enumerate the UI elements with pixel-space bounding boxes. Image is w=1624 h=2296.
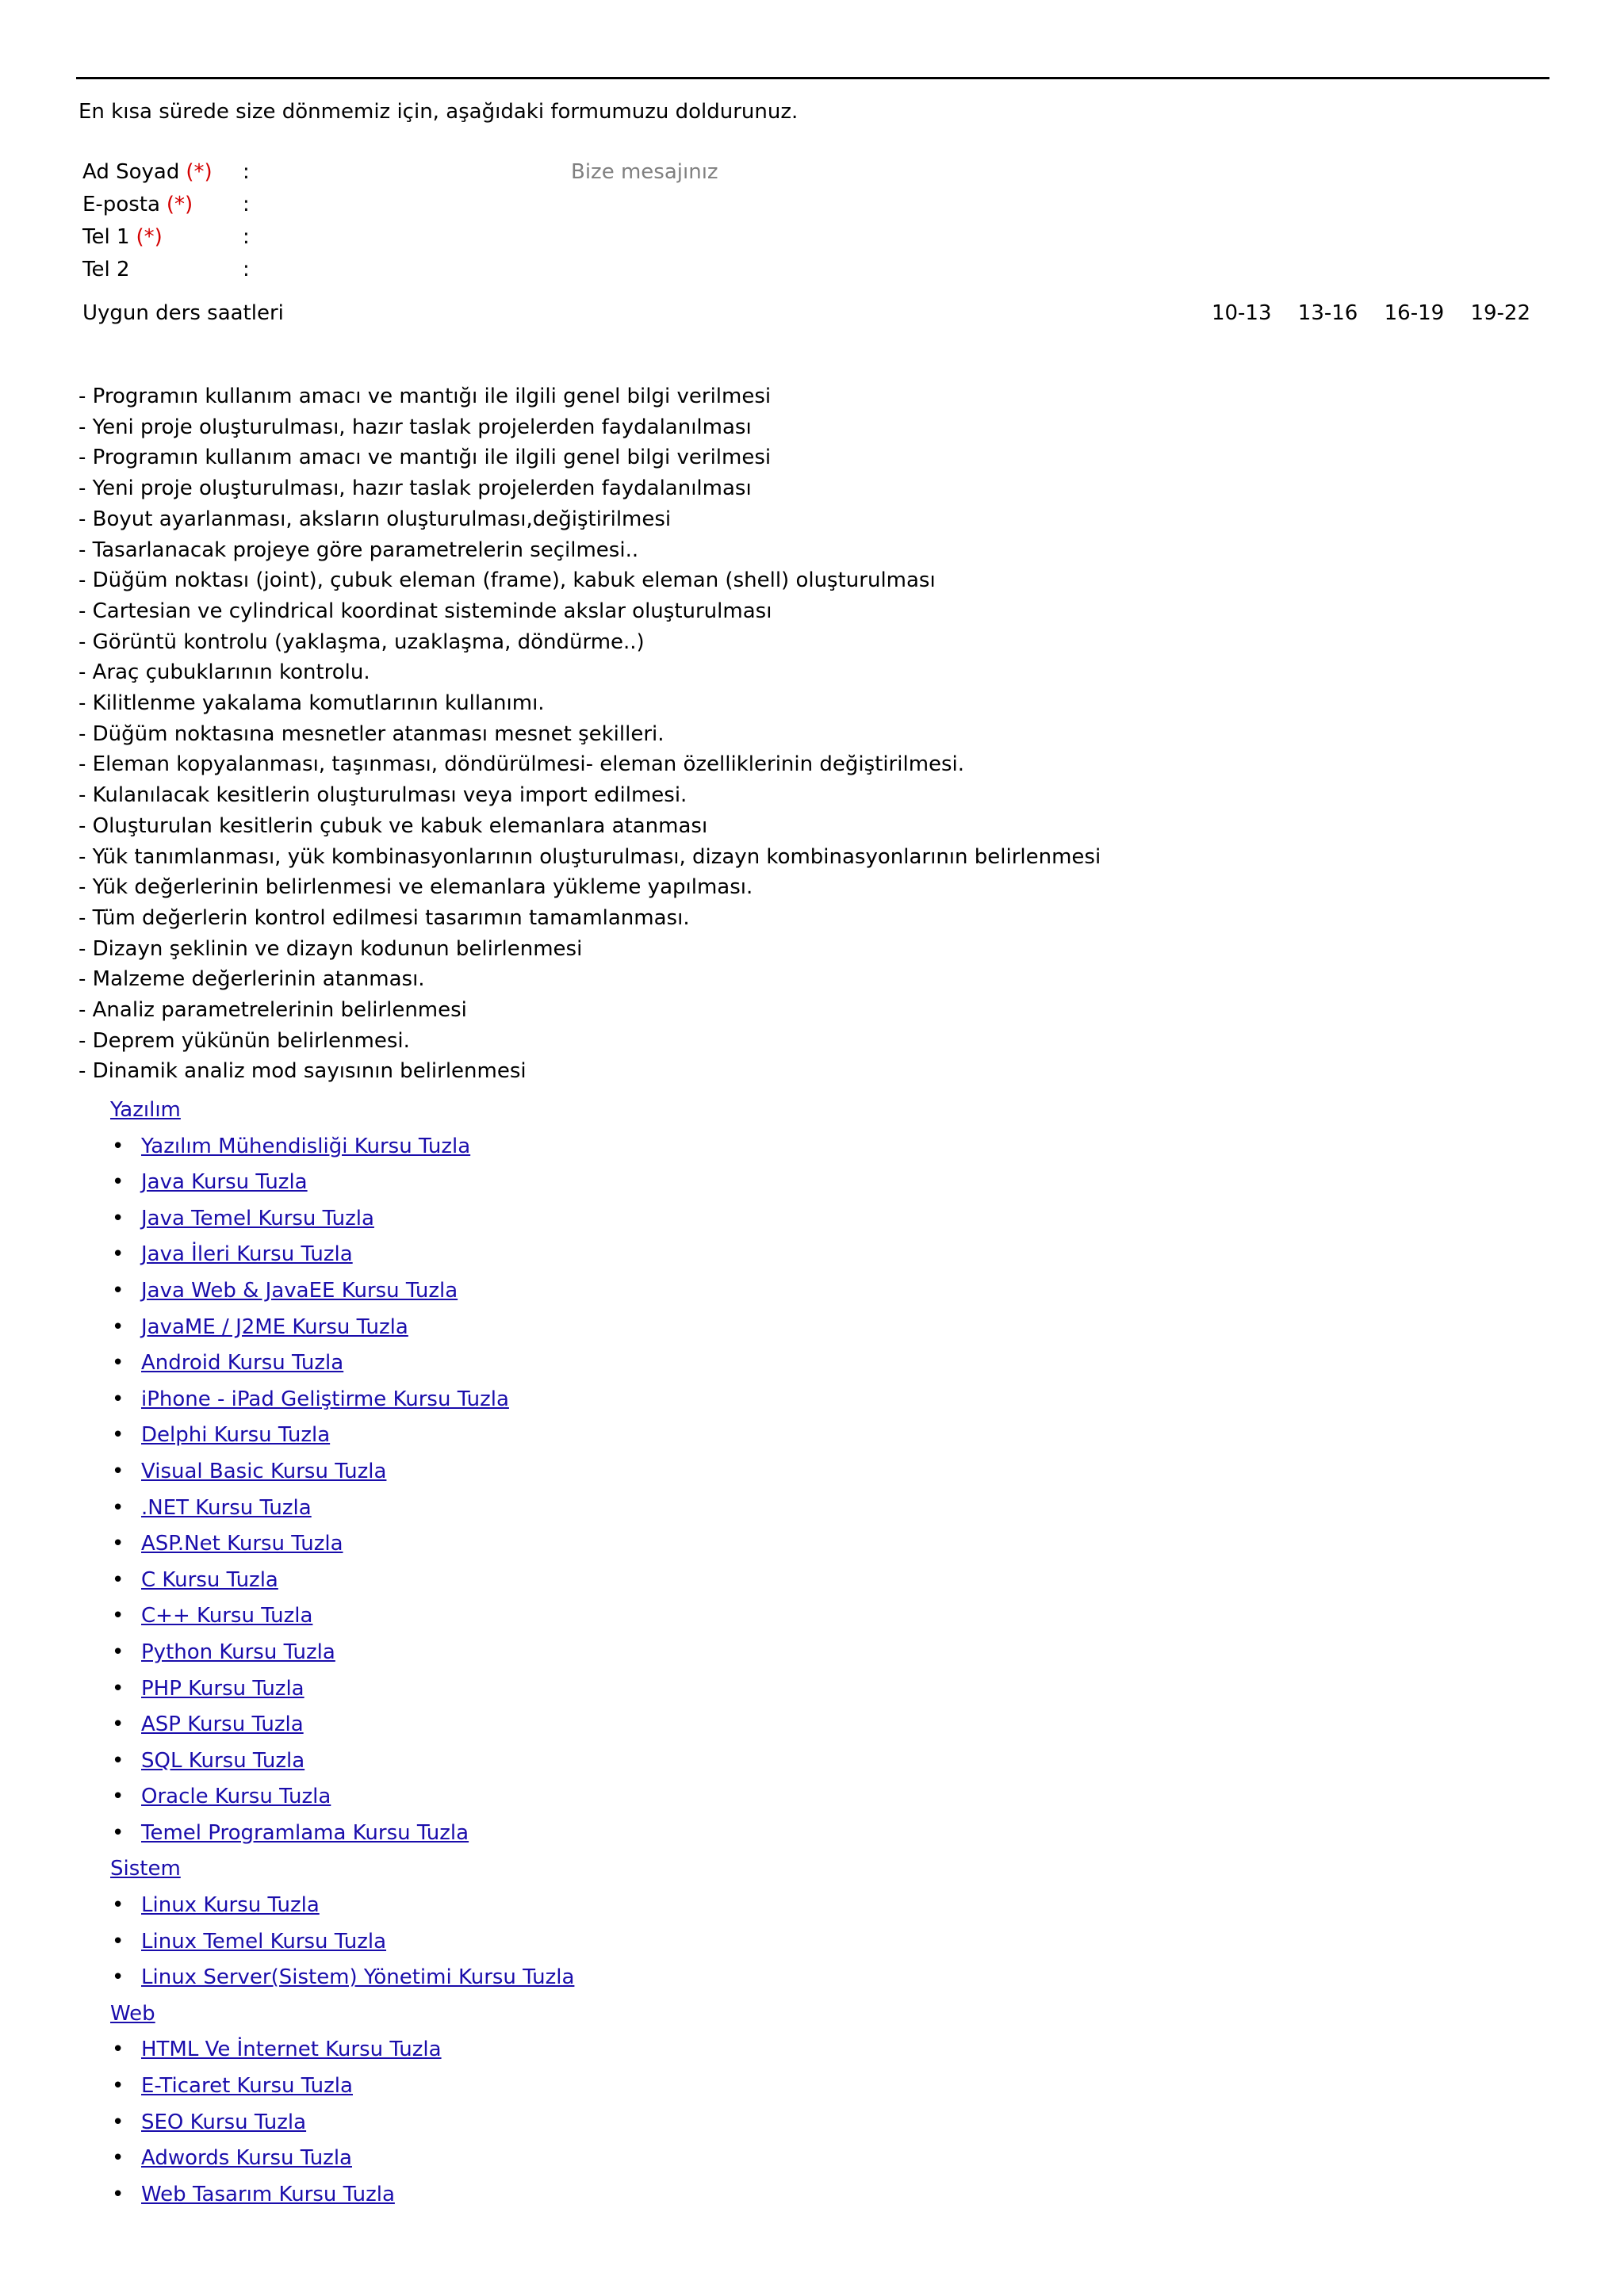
bullet-icon: • (112, 1351, 124, 1376)
course-link[interactable]: Linux Kursu Tuzla (141, 1893, 320, 1918)
topic-item: - Malzeme değerlerinin atanması. (79, 967, 425, 992)
topic-item: - Analiz parametrelerinin belirlenmesi (79, 998, 467, 1023)
form-row-name[interactable] (82, 156, 558, 189)
topic-item: - Yeni proje oluşturulması, hazır taslak projelerden faydalanılması (79, 415, 752, 439)
bullet-icon: • (112, 1423, 124, 1448)
topic-item: - Kulanılacak kesitlerin oluşturulması veya import edilmesi. (79, 783, 688, 808)
topic-item: - Deprem yükünün belirlenmesi. (79, 1028, 410, 1053)
topic-item: - Programın kullanım amacı ve mantığı ile ilgili genel bilgi verilmesi (79, 446, 772, 470)
course-link[interactable]: C Kursu Tuzla (141, 1567, 278, 1592)
course-link[interactable]: SEO Kursu Tuzla (141, 2110, 307, 2134)
topic-item: - Cartesian ve cylindrical koordinat sisteminde akslar oluşturulması (79, 599, 772, 623)
list-item (110, 1526, 343, 1563)
course-topics-list (79, 381, 1101, 1087)
list-item (110, 2141, 352, 2177)
form-row-phone2[interactable] (82, 254, 558, 286)
category-link-web[interactable]: Web (110, 2001, 155, 2026)
topic-item: - Dizayn şeklinin ve dizayn kodunun belirlenmesi (79, 936, 583, 961)
topic-item: - Boyut ayarlanması, aksların oluşturulması,değiştirilmesi (79, 507, 672, 531)
list-item (110, 2032, 442, 2068)
course-link[interactable]: Android Kursu Tuzla (141, 1351, 344, 1376)
list-item (110, 2068, 353, 2105)
form-row-phone1[interactable] (82, 221, 558, 254)
list-item (110, 2177, 395, 2214)
topic-item: - Yük değerlerinin belirlenmesi ve elemanlara yükleme yapılması. (79, 875, 753, 900)
course-link[interactable]: Linux Temel Kursu Tuzla (141, 1929, 387, 1954)
course-link[interactable]: SQL Kursu Tuzla (141, 1748, 305, 1773)
topic-item: - Düğüm noktası (joint), çubuk eleman (frame), kabuk eleman (shell) oluşturulması (79, 568, 936, 593)
list-item (110, 1490, 312, 1527)
field-label: Tel 2 (82, 258, 130, 281)
intro-text: En kısa sürede size dönmemiz için, aşağıdaki formumuzu doldurunuz. (79, 100, 799, 124)
field-label: E-posta (82, 193, 160, 216)
bullet-icon: • (112, 1242, 124, 1267)
bullet-icon: • (112, 1206, 124, 1230)
list-item (110, 1960, 575, 1996)
topic-item: - Oluşturulan kesitlerin çubuk ve kabuk elemanlara atanması (79, 813, 708, 838)
course-link[interactable]: PHP Kursu Tuzla (141, 1676, 304, 1701)
required-marker: (*) (166, 193, 193, 216)
course-link[interactable]: JavaME / J2ME Kursu Tuzla (141, 1314, 408, 1339)
course-link[interactable]: ASP Kursu Tuzla (141, 1712, 304, 1737)
bullet-icon: • (112, 1532, 124, 1556)
course-links (110, 1093, 575, 2213)
course-link[interactable]: Oracle Kursu Tuzla (141, 1785, 331, 1809)
list-item (110, 1598, 313, 1635)
topic-item: - Görüntü kontrolu (yaklaşma, uzaklaşma, döndürme..) (79, 629, 645, 654)
topic-item: - Tüm değerlerin kontrol edilmesi tasarımın tamamlanması. (79, 905, 690, 930)
list-item (110, 1888, 320, 1924)
bullet-icon: • (112, 2038, 124, 2062)
hours-label: Uygun ders saatleri (82, 301, 284, 325)
bullet-icon: • (112, 2074, 124, 2099)
list-item (110, 1345, 344, 1382)
course-link[interactable]: Yazılım Mühendisliği Kursu Tuzla (141, 1134, 471, 1158)
contact-form (82, 156, 558, 286)
course-link[interactable]: Java Temel Kursu Tuzla (141, 1206, 374, 1230)
bullet-icon: • (112, 1785, 124, 1809)
bullet-icon: • (112, 1748, 124, 1773)
bullet-icon: • (112, 2110, 124, 2134)
bullet-icon: • (112, 1278, 124, 1303)
course-link[interactable]: C++ Kursu Tuzla (141, 1604, 313, 1628)
bullet-icon: • (112, 1314, 124, 1339)
course-link[interactable]: HTML Ve İnternet Kursu Tuzla (141, 2038, 442, 2062)
bullet-icon: • (112, 1965, 124, 1990)
course-link[interactable]: Web Tasarım Kursu Tuzla (141, 2182, 395, 2206)
course-link[interactable]: Java Kursu Tuzla (141, 1170, 308, 1195)
list-item (110, 1310, 408, 1346)
course-link[interactable]: .NET Kursu Tuzla (141, 1495, 312, 1520)
bullet-icon: • (112, 1640, 124, 1664)
bullet-icon: • (112, 1676, 124, 1701)
topic-item: - Yeni proje oluşturulması, hazır taslak projelerden faydalanılması (79, 476, 752, 501)
field-colon: : (243, 258, 250, 281)
list-item (110, 1635, 335, 1671)
list-item (110, 2105, 307, 2141)
topic-item: - Programın kullanım amacı ve mantığı ile ilgili genel bilgi verilmesi (79, 385, 772, 408)
hour-option-13-16[interactable]: 13-16 (1297, 301, 1358, 325)
bullet-icon: • (112, 1893, 124, 1918)
course-link[interactable]: Java Web & JavaEE Kursu Tuzla (141, 1278, 458, 1303)
topic-item: - Dinamik analiz mod sayısının belirlenmesi (79, 1059, 527, 1084)
hour-option-16-19[interactable]: 16-19 (1384, 301, 1445, 325)
category-link-sistem[interactable]: Sistem (110, 1857, 181, 1881)
bullet-icon: • (112, 2146, 124, 2171)
bullet-icon: • (112, 1387, 124, 1411)
bullet-icon: • (112, 1567, 124, 1592)
course-link[interactable]: Linux Server(Sistem) Yönetimi Kursu Tuzla (141, 1965, 575, 1990)
bullet-icon: • (112, 1604, 124, 1628)
top-divider (76, 77, 1549, 79)
list-item (110, 1671, 304, 1708)
category-link-yazilim[interactable]: Yazılım (110, 1098, 181, 1122)
bullet-icon: • (112, 1929, 124, 1954)
bullet-icon: • (112, 1170, 124, 1195)
form-row-email[interactable] (82, 189, 558, 221)
list-item (110, 1816, 469, 1852)
list-item (110, 1418, 331, 1454)
course-link[interactable]: ASP.Net Kursu Tuzla (141, 1532, 343, 1556)
list-item (110, 1563, 278, 1599)
course-link[interactable]: Delphi Kursu Tuzla (141, 1423, 331, 1448)
bullet-icon: • (112, 2182, 124, 2206)
topic-item: - Kilitlenme yakalama komutlarının kullanımı. (79, 691, 545, 716)
list-item (110, 1273, 458, 1310)
topic-item: - Yük tanımlanması, yük kombinasyonlarının oluşturulması, dizayn kombinasyonlarının belirlenmesi (79, 844, 1101, 869)
list-item (110, 1707, 304, 1743)
bullet-icon: • (112, 1134, 124, 1158)
course-link[interactable]: Visual Basic Kursu Tuzla (141, 1459, 387, 1483)
message-textarea[interactable]: Bize mesajınız (571, 160, 718, 184)
list-item (110, 1201, 374, 1238)
list-item (110, 1165, 308, 1201)
field-colon: : (243, 193, 250, 216)
bullet-icon: • (112, 1820, 124, 1845)
topic-item: - Eleman kopyalanması, taşınması, döndürülmesi- eleman özelliklerinin değiştirilmesi. (79, 752, 965, 777)
bullet-icon: • (112, 1459, 124, 1483)
hour-option-10-13[interactable]: 10-13 (1211, 301, 1272, 325)
field-label: Ad Soyad (82, 160, 180, 184)
course-link[interactable]: Adwords Kursu Tuzla (141, 2146, 352, 2171)
list-item (110, 1924, 387, 1961)
list-item (110, 1743, 305, 1780)
hours-options (1192, 297, 1530, 329)
field-colon: : (243, 160, 250, 184)
course-link[interactable]: Java İleri Kursu Tuzla (141, 1242, 353, 1267)
list-item (110, 1237, 353, 1273)
course-link[interactable]: Temel Programlama Kursu Tuzla (141, 1820, 469, 1845)
list-item (110, 1779, 331, 1816)
course-link[interactable]: E-Ticaret Kursu Tuzla (141, 2074, 353, 2099)
topic-item: - Tasarlanacak projeye göre parametrelerin seçilmesi.. (79, 538, 639, 562)
list-item (110, 1454, 387, 1490)
required-marker: (*) (136, 225, 163, 249)
topic-item: - Düğüm noktasına mesnetler atanması mesnet şekilleri. (79, 721, 665, 746)
required-marker: (*) (186, 160, 213, 184)
field-colon: : (243, 225, 250, 249)
bullet-icon: • (112, 1495, 124, 1520)
topic-item: - Araç çubuklarının kontrolu. (79, 660, 370, 685)
list-item (110, 1129, 471, 1165)
course-link[interactable]: iPhone - iPad Geliştirme Kursu Tuzla (141, 1387, 509, 1411)
hour-option-19-22[interactable]: 19-22 (1470, 301, 1530, 325)
course-link[interactable]: Python Kursu Tuzla (141, 1640, 335, 1664)
list-item (110, 1382, 509, 1418)
field-label: Tel 1 (82, 225, 130, 249)
bullet-icon: • (112, 1712, 124, 1737)
